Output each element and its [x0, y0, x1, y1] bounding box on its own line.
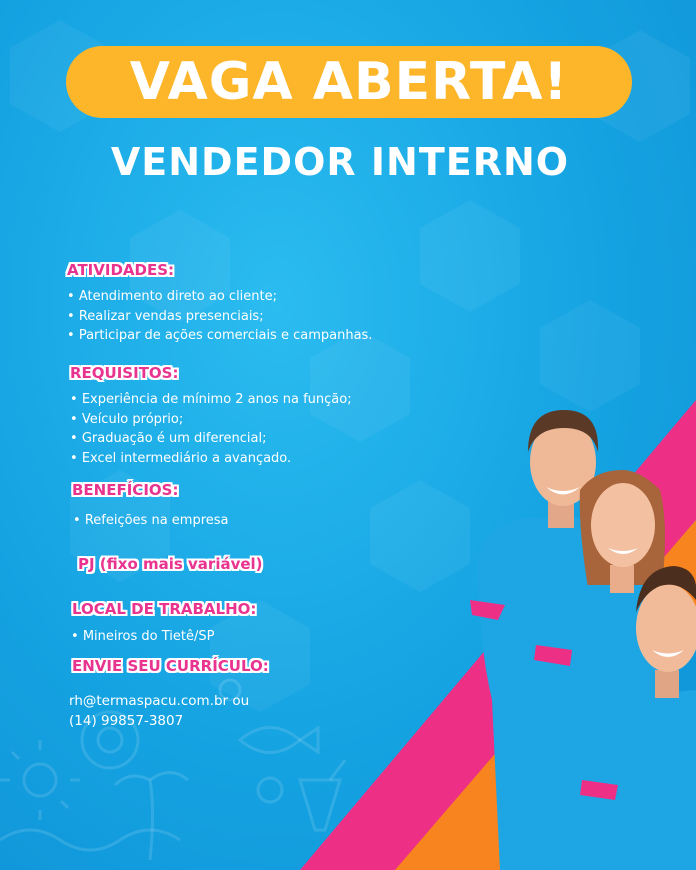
list-item: • Excel intermediário a avançado.: [70, 449, 352, 469]
requisitos-heading: REQUISITOS:: [70, 364, 179, 382]
atividades-heading: ATIVIDADES:: [67, 261, 175, 279]
list-item: • Participar de ações comerciais e campanhas.: [67, 326, 372, 346]
list-item: • Atendimento direto ao cliente;: [67, 287, 372, 307]
list-item: • Mineiros do Tietê/SP: [71, 627, 214, 647]
list-item: • Graduação é um diferencial;: [70, 429, 352, 449]
list-item: • Experiência de mínimo 2 anos na função;: [70, 390, 352, 410]
local-heading: LOCAL DE TRABALHO:: [72, 600, 257, 618]
contact-phone[interactable]: (14) 99857-3807: [69, 713, 184, 729]
list-item: • Veículo próprio;: [70, 410, 352, 430]
list-item: • Refeições na empresa: [73, 511, 229, 531]
contract-type-heading: PJ (fixo mais variável): [78, 555, 263, 573]
envie-heading: ENVIE SEU CURRÍCULO:: [72, 657, 269, 675]
list-item: • Realizar vendas presenciais;: [67, 307, 372, 327]
title-text: VAGA ABERTA!: [129, 52, 569, 112]
beneficios-heading: BENEFÍCIOS:: [72, 481, 179, 499]
job-title: VENDEDOR INTERNO: [110, 140, 570, 184]
contact-email[interactable]: rh@termaspacu.com.br ou: [69, 693, 250, 709]
